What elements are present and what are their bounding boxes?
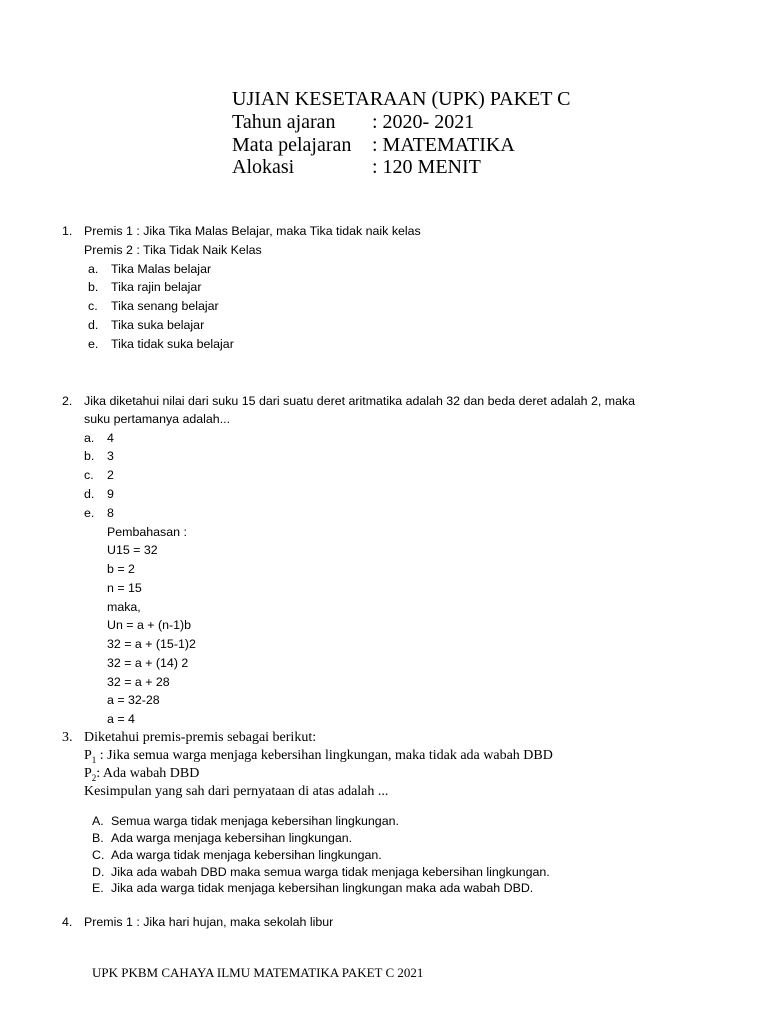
option-text: Tika senang belajar	[111, 299, 219, 313]
option-letter: c.	[88, 299, 98, 313]
option-letter: e.	[88, 337, 99, 351]
option-letter: C.	[92, 848, 105, 862]
question-number: 1.	[62, 224, 73, 238]
option-text: Tika rajin belajar	[111, 280, 202, 294]
page-footer: UPK PKBM CAHAYA ILMU MATEMATIKA PAKET C 2021	[92, 965, 424, 980]
header-label: Mata pelajaran	[232, 134, 352, 156]
option-text: Ada warga tidak menjaga kebersihan lingkungan.	[111, 848, 382, 862]
option-letter: d.	[88, 318, 99, 332]
solution-line: U15 = 32	[107, 543, 158, 557]
option-letter: A.	[92, 814, 104, 828]
question-number: 3.	[62, 730, 73, 745]
header-value: : 120 MENIT	[372, 156, 481, 178]
premise-1	[84, 747, 553, 765]
solution-line: maka,	[107, 600, 141, 614]
option-text: Semua warga tidak menjaga kebersihan lingkungan.	[111, 814, 399, 828]
solution-line: n = 15	[107, 581, 142, 595]
premise-text: : Ada wabah DBD	[96, 766, 200, 781]
option-letter: B.	[92, 831, 104, 845]
option-text: 2	[107, 468, 114, 482]
header-value: : MATEMATIKA	[372, 134, 515, 156]
option-text: Jika ada warga tidak menjaga kebersihan lingkungan maka ada wabah DBD.	[111, 881, 534, 895]
premise-label: P	[84, 748, 92, 763]
header-value: : 2020- 2021	[372, 111, 475, 133]
solution-line: a = 4	[107, 712, 135, 726]
premise-label: P	[84, 766, 92, 781]
premise-text: : Jika semua warga menjaga kebersihan lingkungan, maka tidak ada wabah DBD	[96, 748, 553, 763]
solution-line: 32 = a + 28	[107, 675, 170, 689]
option-letter: b.	[84, 449, 95, 463]
option-text: Tika suka belajar	[111, 318, 205, 332]
header-row-year	[232, 111, 632, 133]
solution-line: b = 2	[107, 562, 135, 576]
question-number: 4.	[62, 915, 73, 929]
question-number: 2.	[62, 394, 73, 408]
option-text: Ada warga menjaga kebersihan lingkungan.	[111, 831, 353, 845]
header-row-duration	[232, 156, 632, 178]
premise-2	[84, 765, 199, 783]
question-line: Premis 1 : Jika hari hujan, maka sekolah libur	[84, 915, 334, 929]
header-row-subject	[232, 134, 632, 156]
option-letter: E.	[92, 881, 104, 895]
solution-line: Un = a + (n-1)b	[107, 618, 192, 632]
solution-line: 32 = a + (14) 2	[107, 656, 189, 670]
option-text: 9	[107, 487, 114, 501]
question-line: suku pertamanya adalah...	[84, 412, 231, 426]
premise-subscript: 2	[91, 772, 97, 783]
option-text: 8	[107, 506, 114, 520]
question-intro: Diketahui premis-premis sebagai berikut:	[84, 730, 317, 745]
solution-line: a = 32-28	[107, 693, 160, 707]
option-letter: b.	[88, 280, 99, 294]
option-letter: a.	[84, 431, 95, 445]
option-letter: c.	[84, 468, 94, 482]
question-line: Premis 1 : Jika Tika Malas Belajar, maka Tika tidak naik kelas	[84, 224, 421, 238]
header-label: Alokasi	[232, 156, 295, 178]
option-text: Tika Malas belajar	[111, 262, 212, 276]
option-text: Jika ada wabah DBD maka semua warga tidak menjaga kebersihan lingkungan.	[111, 865, 550, 879]
exam-title: UJIAN KESETARAAN (UPK) PAKET C	[232, 88, 571, 110]
option-letter: D.	[92, 865, 105, 879]
option-text: 4	[107, 431, 114, 445]
question-line: Premis 2 : Tika Tidak Naik Kelas	[84, 243, 262, 257]
option-letter: a.	[88, 262, 99, 276]
header-label: Tahun ajaran	[232, 111, 336, 133]
solution-line: 32 = a + (15-1)2	[107, 637, 196, 651]
question-line: Jika diketahui nilai dari suku 15 dari suatu deret aritmatika adalah 32 dan beda deret adalah 2, maka	[84, 394, 636, 408]
option-text: 3	[107, 449, 114, 463]
option-letter: e.	[84, 506, 95, 520]
solution-line: Pembahasan :	[107, 525, 187, 539]
question-text: Kesimpulan yang sah dari pernyataan di atas adalah ...	[84, 784, 389, 799]
option-text: Tika tidak suka belajar	[111, 337, 234, 351]
premise-subscript: 1	[91, 754, 97, 765]
option-letter: d.	[84, 487, 95, 501]
